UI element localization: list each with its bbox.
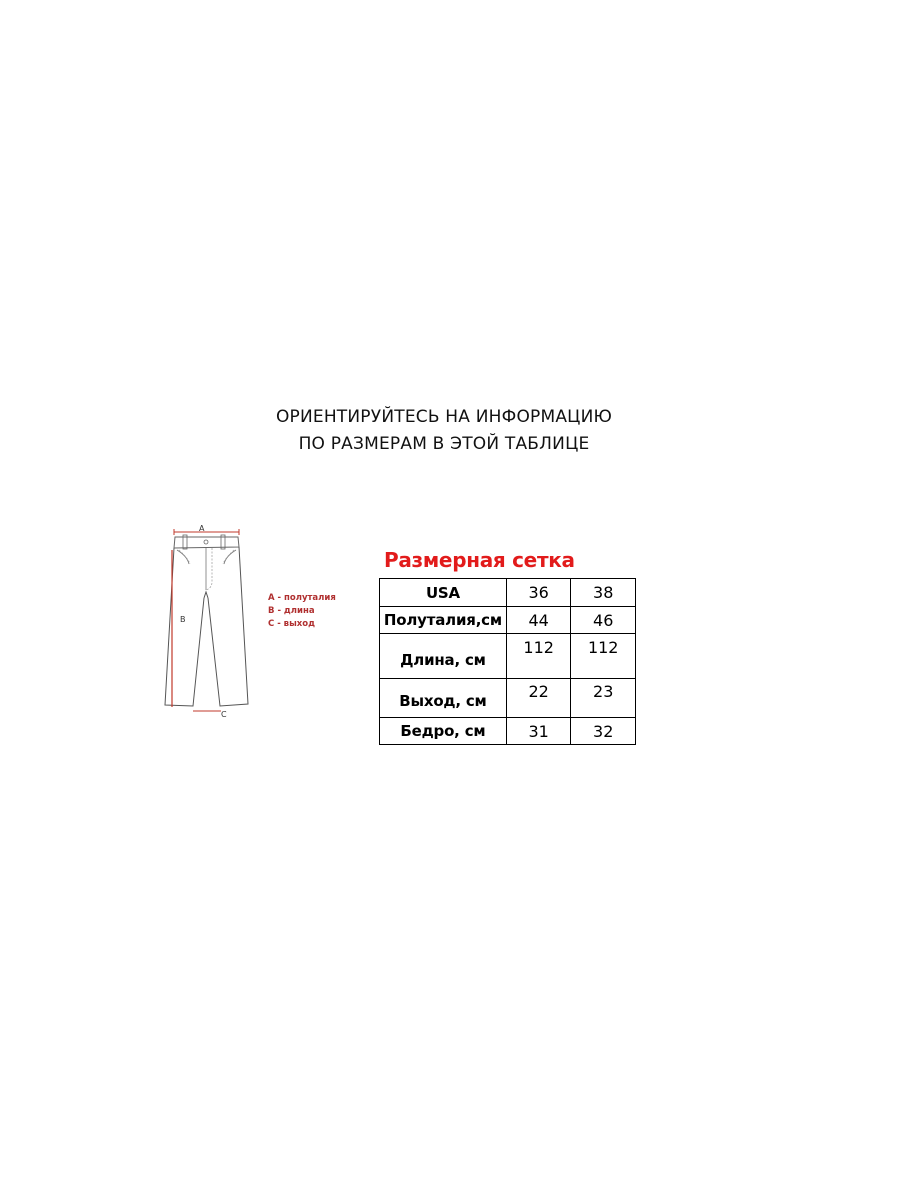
cell-value: 112 — [506, 634, 571, 679]
row-label: USA — [380, 579, 507, 607]
cell-value: 22 — [506, 679, 571, 718]
diagram-letter-b: B — [180, 615, 186, 624]
row-label: Бедро, см — [380, 718, 507, 745]
heading-line-2: ПО РАЗМЕРАМ В ЭТОЙ ТАБЛИЦЕ — [298, 434, 590, 454]
heading-line-1: ОРИЕНТИРУЙТЕСЬ НА ИНФОРМАЦИЮ — [275, 407, 613, 427]
cell-value: 38 — [571, 579, 636, 607]
table-row — [380, 607, 636, 634]
size-table — [379, 578, 636, 745]
legend-item-c: C - выход — [268, 619, 315, 629]
cell-value: 23 — [571, 679, 636, 718]
table-row — [380, 679, 636, 718]
cell-value: 32 — [571, 718, 636, 745]
legend-item-b: B - длина — [268, 606, 315, 616]
table-row — [380, 718, 636, 745]
cell-value: 44 — [506, 607, 571, 634]
table-row — [380, 579, 636, 607]
diagram-letter-a: A — [199, 524, 205, 533]
diagram-letter-c: C — [221, 710, 227, 719]
diagram-legend — [268, 592, 336, 631]
cell-value: 112 — [571, 634, 636, 679]
row-label: Длина, см — [380, 634, 507, 679]
cell-value: 31 — [506, 718, 571, 745]
row-label: Выход, см — [380, 679, 507, 718]
cell-value: 36 — [506, 579, 571, 607]
legend-item-a: A - полуталия — [268, 593, 336, 603]
cell-value: 46 — [571, 607, 636, 634]
size-table-title: Размерная сетка — [384, 548, 575, 572]
page-heading — [0, 404, 888, 458]
row-label: Полуталия,см — [380, 607, 507, 634]
table-row — [380, 634, 636, 679]
